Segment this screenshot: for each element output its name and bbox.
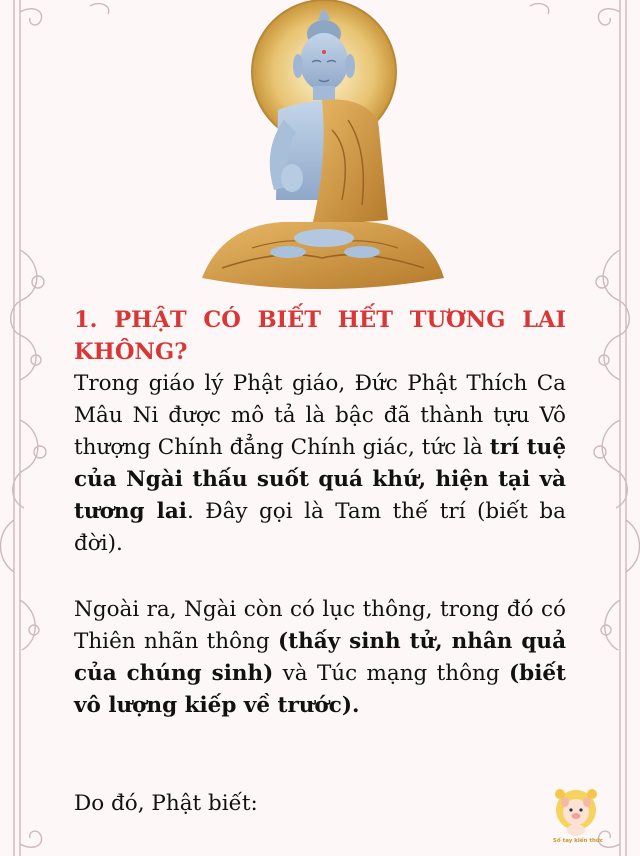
article	[74, 0, 566, 856]
paragraph-1-bold: trí tuệ của Ngài thấu suốt quá khứ, hiện tại và tương lai	[74, 435, 566, 524]
paragraph-2-text-a: Ngoài ra, Ngài còn có lục thông, trong đó có Thiên nhãn thông	[74, 597, 566, 654]
paragraph-1-text-a: Trong giáo lý Phật giáo, Đức Phật Thích Ca Mâu Ni được mô tả là bậc đã thành tựu Vô thượng Chính đẳng Chính giác, tức là	[74, 371, 566, 460]
paragraph-2	[74, 594, 566, 722]
paragraph-1-text-b: . Đây gọi là Tam thế trí (biết ba đời).	[74, 499, 566, 556]
buddha-illustration-icon	[192, 0, 452, 300]
paragraph-3: Do đó, Phật biết:	[74, 791, 258, 816]
paragraph-2-text-b: và Túc mạng thông	[273, 661, 509, 686]
paragraph-2-bold-b: (biết vô lượng kiếp về trước).	[74, 661, 566, 718]
section-heading: 1. PHẬT CÓ BIẾT HẾT TƯƠNG LAI KHÔNG?	[74, 307, 566, 365]
paragraph-1	[74, 368, 566, 560]
paragraph-2-bold-a: (thấy sinh tử, nhân quả của chúng sinh)	[74, 629, 566, 686]
badge-label: Sổ tay kiến thức	[552, 838, 604, 844]
